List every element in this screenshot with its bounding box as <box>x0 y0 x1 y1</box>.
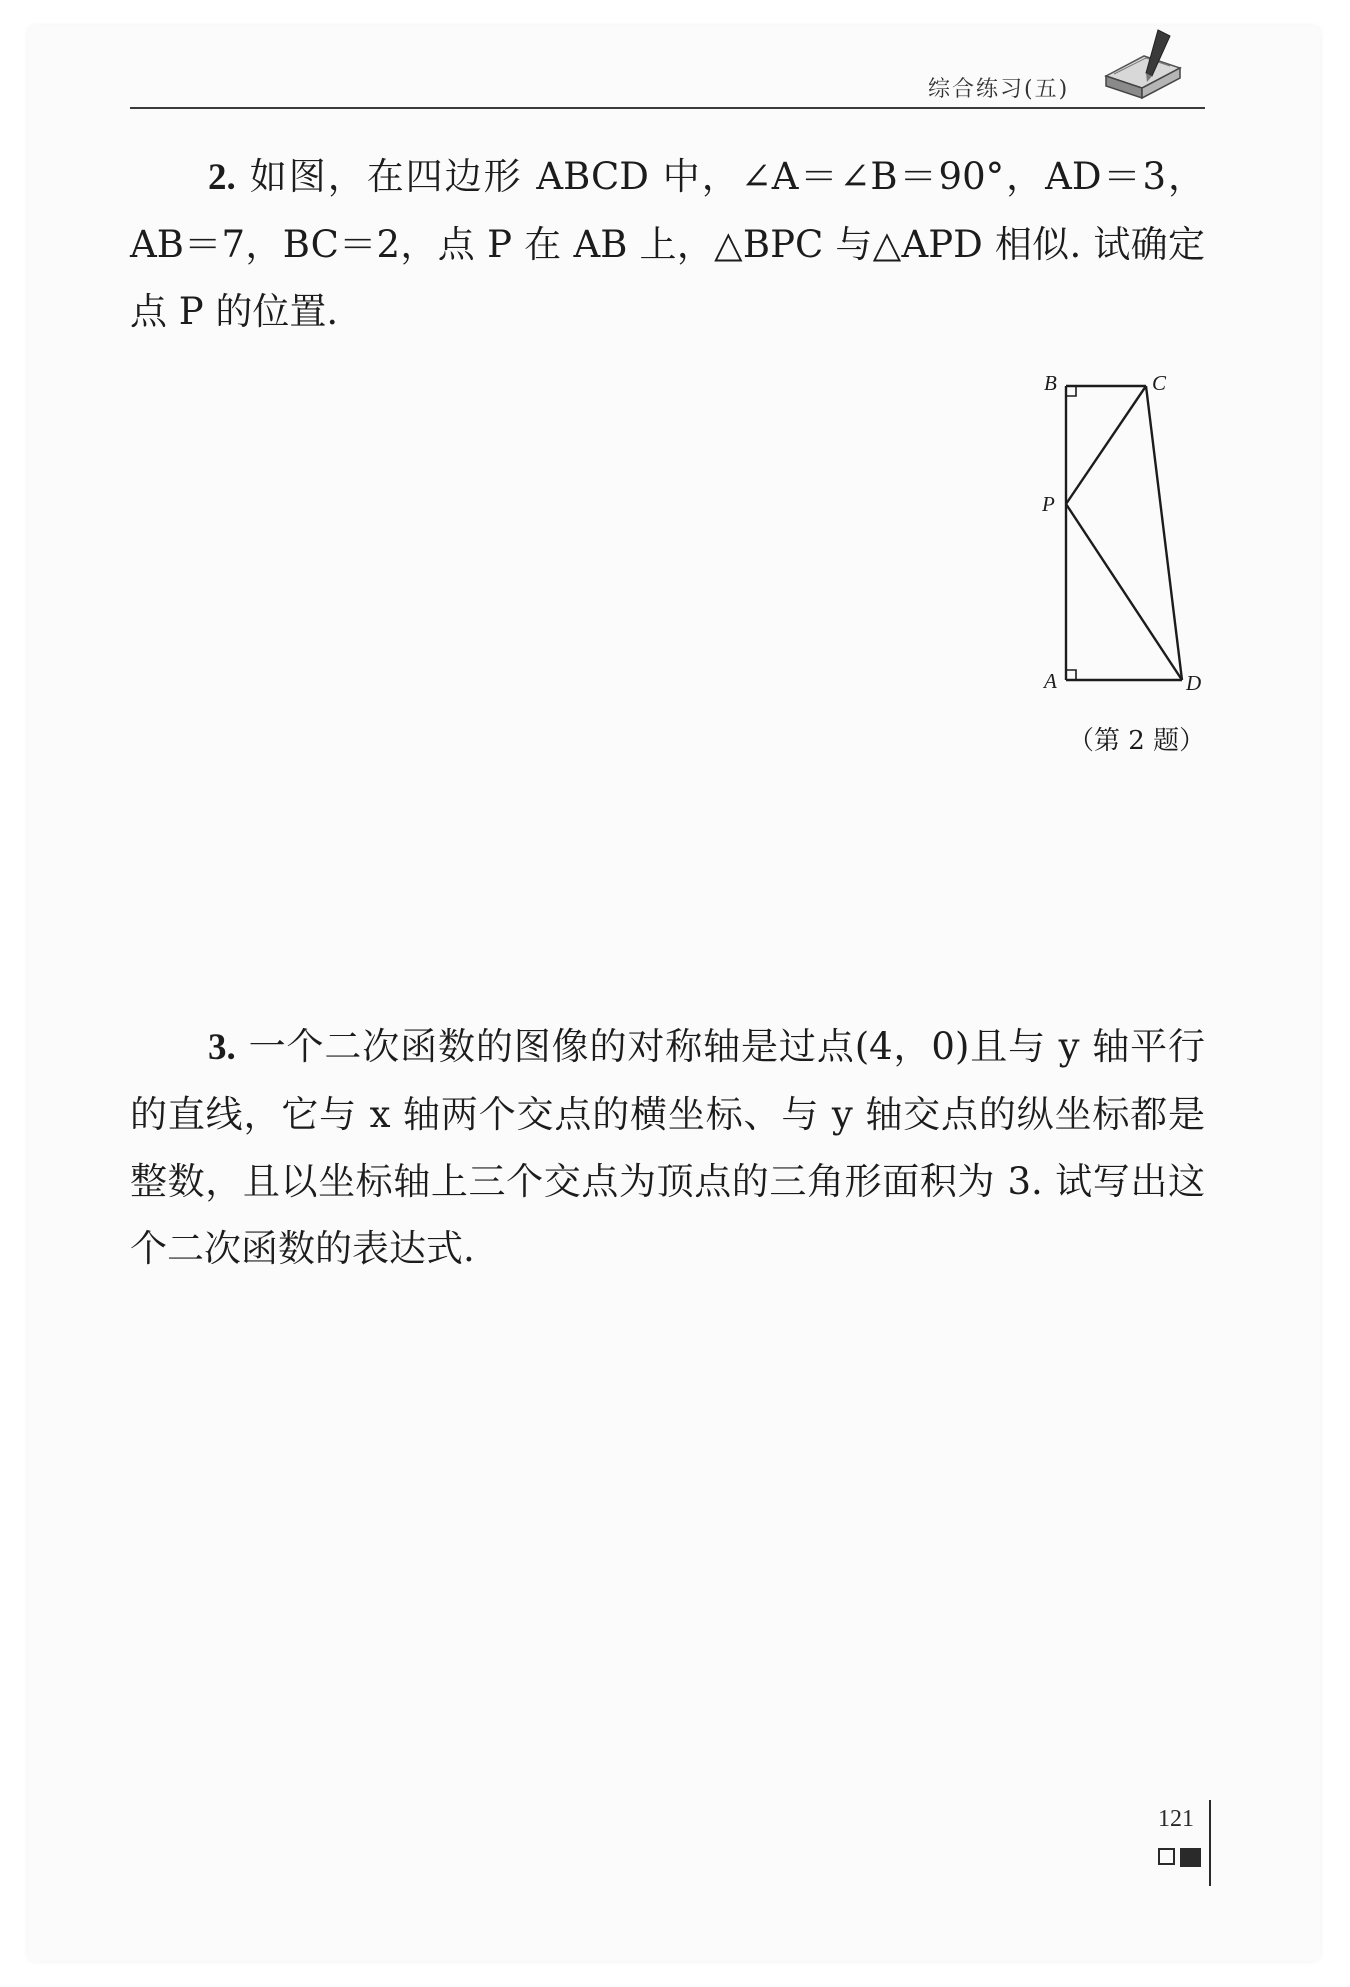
footer-rule <box>1209 1800 1211 1886</box>
problem-3 <box>130 1013 1205 1282</box>
problem-2-figure <box>1030 366 1230 706</box>
problem-2 <box>130 143 1205 345</box>
right-angle-mark-a <box>1066 670 1076 680</box>
vertex-label-d: D <box>1186 671 1202 695</box>
footer-block-icon <box>1180 1848 1201 1867</box>
page-number: 121 <box>1158 1806 1194 1832</box>
problem-3-number: 3. <box>208 1027 236 1068</box>
running-header-title: 综合练习(五) <box>928 77 1070 102</box>
problem-3-text: 一个二次函数的图像的对称轴是过点(4，0)且与 y 轴平行的直线，它与 x 轴两个交点的横坐标、与 y 轴交点的纵坐标都是整数，且以坐标轴上三个交点为顶点的三角形面积为 3. 试写出这个二次函数的表达式. <box>130 1025 1205 1270</box>
footer-square-icon <box>1158 1848 1175 1865</box>
right-angle-mark-b <box>1066 386 1076 396</box>
figure-caption: （第 2 题） <box>1068 726 1206 756</box>
book-with-pen-icon <box>1100 26 1188 102</box>
problem-2-text: 如图，在四边形 ABCD 中，∠A＝∠B＝90°，AD＝3，AB＝7，BC＝2，点 P 在 AB 上，△BPC 与△APD 相似. 试确定点 P 的位置. <box>130 155 1205 333</box>
segment-pc <box>1066 386 1146 504</box>
header-rule <box>130 107 1205 109</box>
problem-2-number: 2. <box>208 157 236 198</box>
vertex-label-p: P <box>1042 492 1055 516</box>
vertex-label-b: B <box>1044 371 1057 395</box>
vertex-label-c: C <box>1152 371 1167 395</box>
segment-cd <box>1146 386 1182 680</box>
vertex-label-a: A <box>1044 669 1057 693</box>
